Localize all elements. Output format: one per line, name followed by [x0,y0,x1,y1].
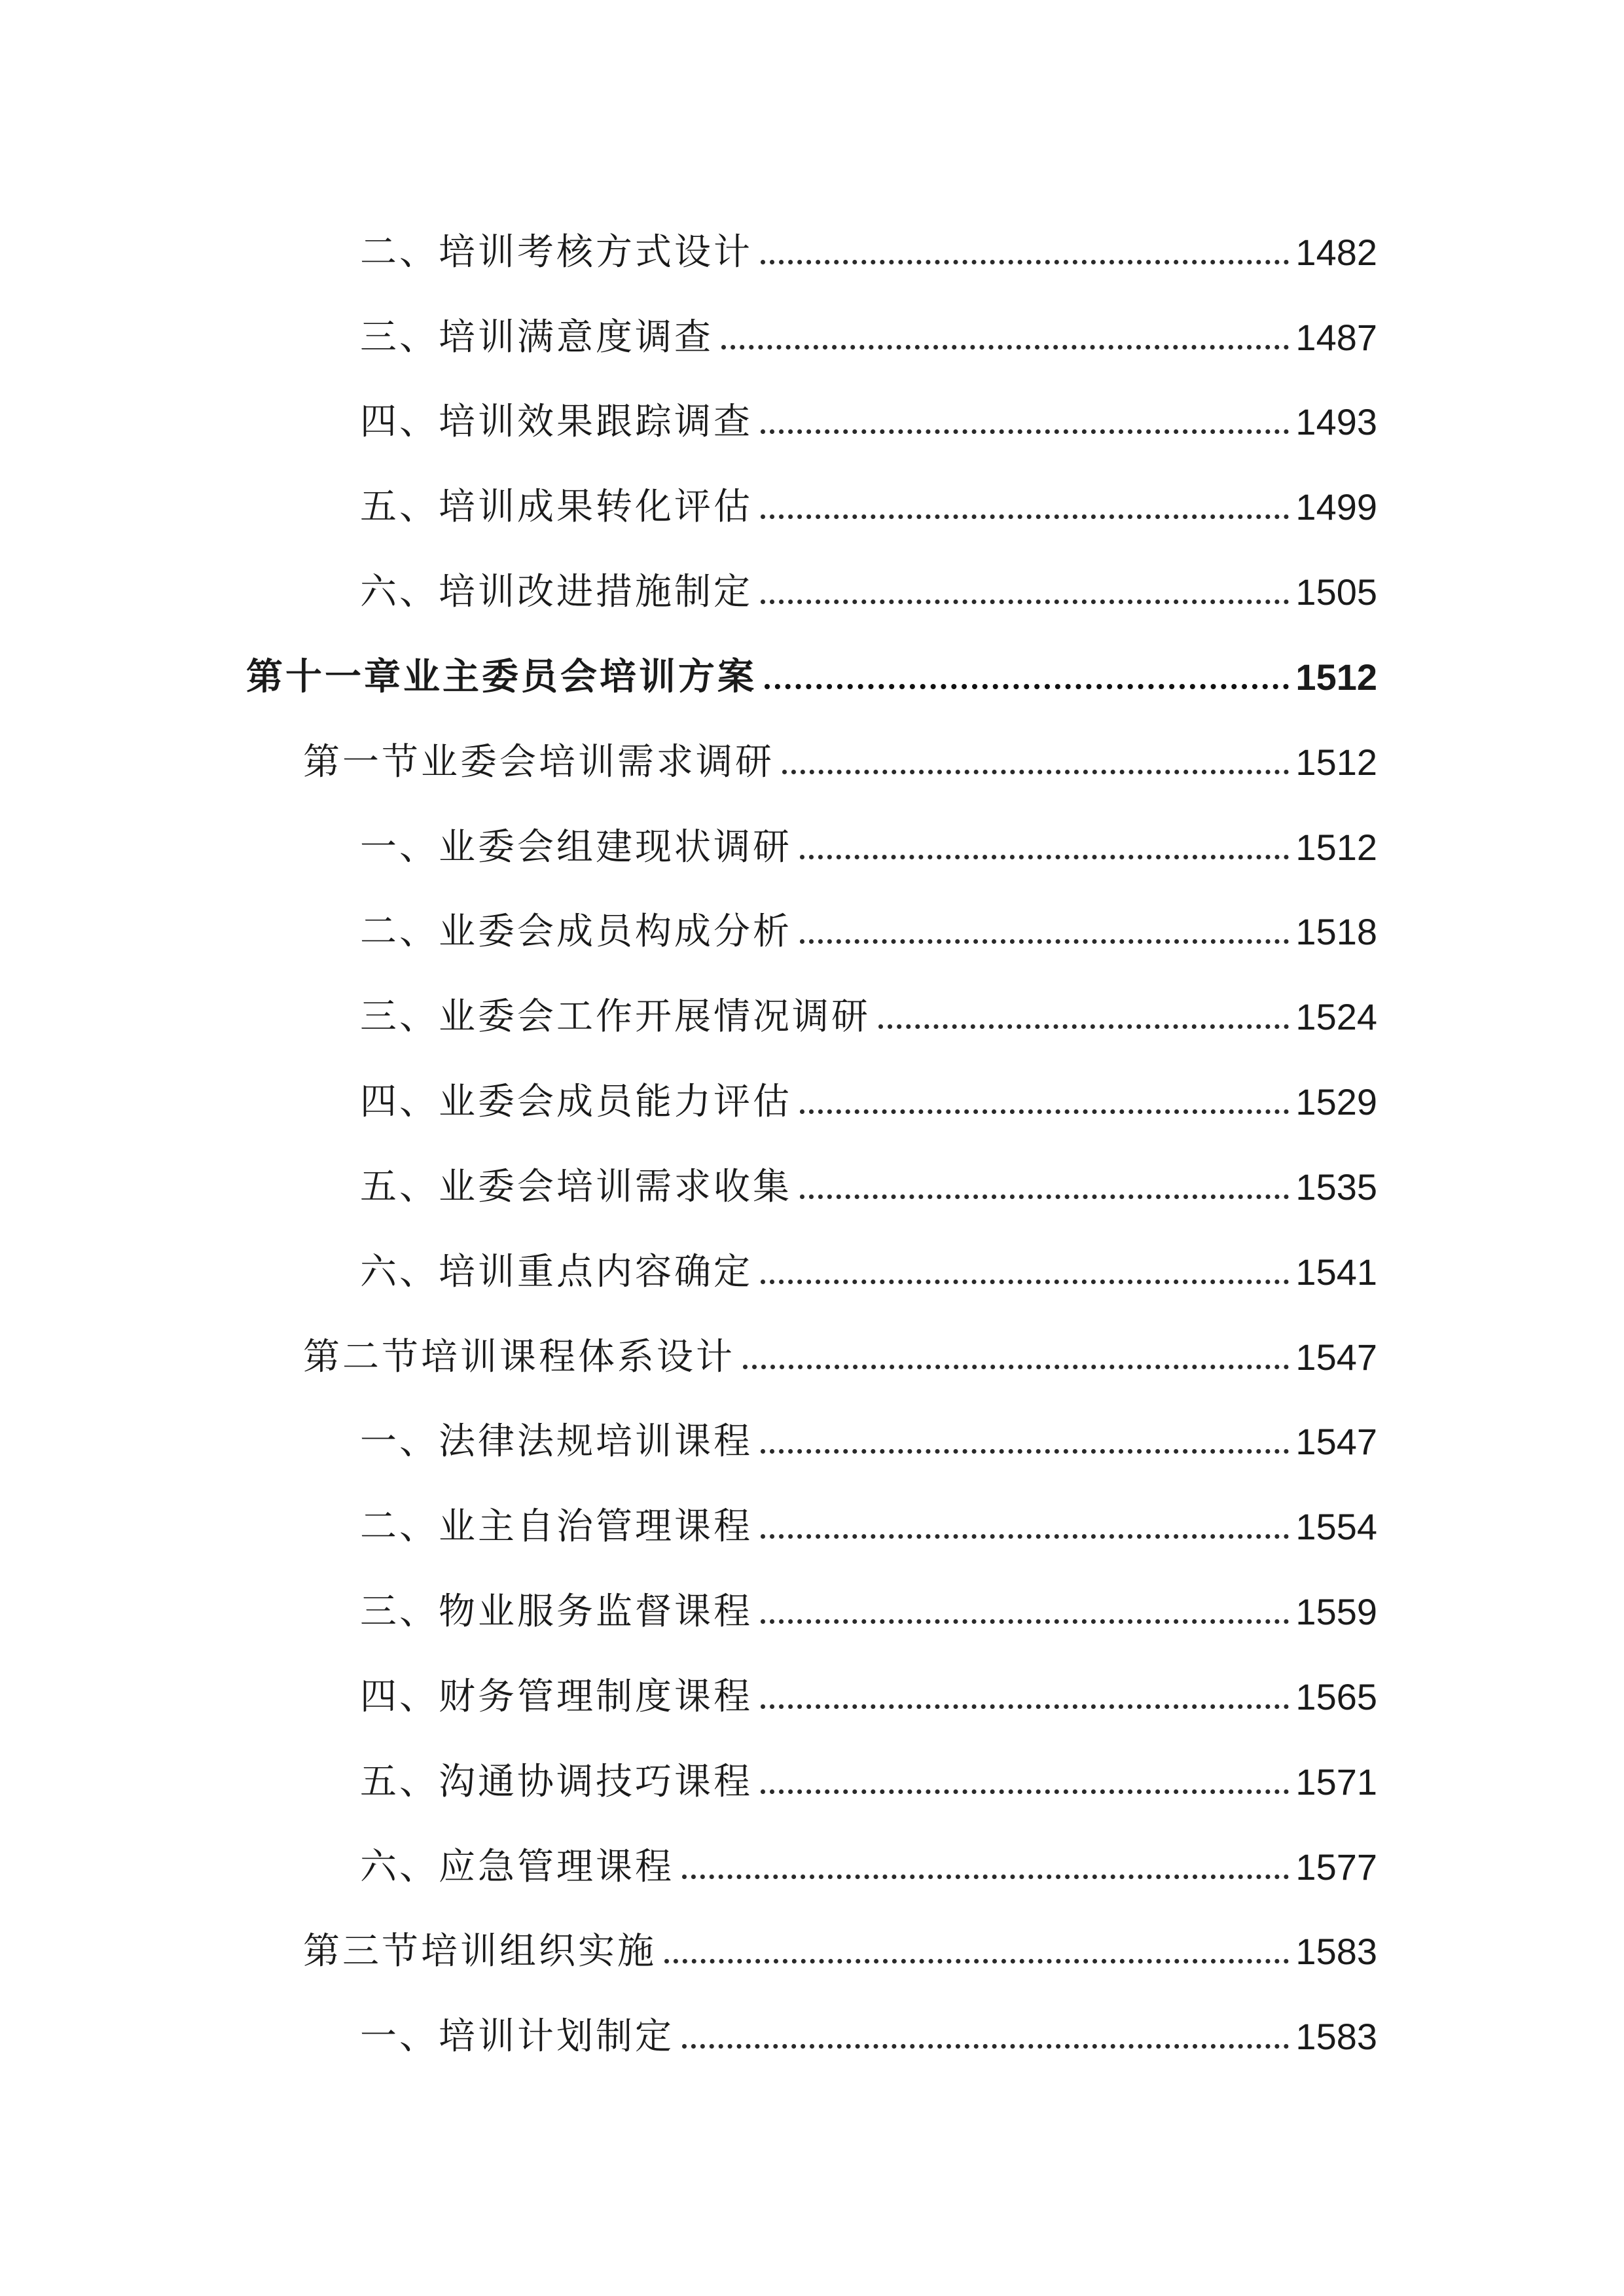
toc-entry[interactable] [360,1992,1377,2058]
toc-section-entry[interactable] [303,1313,1377,1376]
toc-entry-page: 1505 [1295,571,1377,613]
toc-entry-page: 1577 [1295,1846,1377,1888]
toc-entry[interactable] [360,888,1377,953]
toc-section-entry[interactable] [303,1907,1377,1973]
dot-leader [682,2044,1289,2049]
toc-entry-page: 1512 [1295,827,1377,868]
toc-entry-title: 第三节培训组织实施 [303,1930,657,1973]
dot-leader [664,1959,1289,1964]
dot-leader [682,1874,1289,1879]
toc-entry-page: 1565 [1295,1676,1377,1717]
toc-entry[interactable] [360,463,1377,526]
toc-entry[interactable] [360,1058,1377,1121]
toc-entry-title: 第二节培训课程体系设计 [303,1336,735,1378]
dot-leader [721,345,1289,350]
toc-entry-page: 1571 [1295,1761,1377,1803]
toc-entry[interactable] [360,208,1377,274]
toc-section-entry[interactable] [303,718,1377,781]
dot-leader [782,770,1289,774]
toc-entry[interactable] [360,1738,1377,1801]
toc-entry-title: 二、业主自治管理课程 [360,1505,753,1548]
toc-entry-page: 1524 [1295,996,1377,1037]
toc-entry[interactable] [360,1143,1377,1206]
toc-entry[interactable] [360,1397,1377,1463]
toc-entry-page: 1583 [1295,2016,1377,2057]
toc-entry-page: 1583 [1295,1931,1377,1972]
toc-entry-title: 五、培训成果转化评估 [360,486,753,528]
dot-leader [761,514,1289,519]
toc-entry[interactable] [360,803,1377,869]
toc-entry-title: 二、业委会成员构成分析 [360,910,792,953]
toc-entry-page: 1482 [1295,232,1377,273]
toc-entry-page: 1535 [1295,1166,1377,1208]
dot-leader [761,260,1289,264]
dot-leader [800,855,1289,859]
toc-entry-page: 1529 [1295,1081,1377,1122]
dot-leader [800,1109,1289,1114]
dot-leader [761,600,1289,604]
toc-entry-title: 六、培训改进措施制定 [360,571,753,613]
toc-entry-page: 1493 [1295,401,1377,442]
toc-entry-page: 1541 [1295,1251,1377,1293]
toc-entry[interactable] [360,1653,1377,1718]
toc-entry-title: 六、应急管理课程 [360,1846,674,1888]
dot-leader [761,1280,1289,1284]
toc-entry-page: 1487 [1295,317,1377,358]
toc-entry[interactable] [360,1482,1377,1548]
toc-entry[interactable] [360,1228,1377,1291]
toc-entry-page: 1499 [1295,486,1377,528]
toc-entry-page: 1512 [1295,742,1377,783]
dot-leader [765,684,1289,689]
toc-entry[interactable] [360,973,1377,1038]
dot-leader [761,1704,1289,1709]
toc-entry-title: 四、业委会成员能力评估 [360,1081,792,1123]
toc-entry-page: 1512 [1295,656,1377,698]
toc-entry-title: 四、培训效果跟踪调查 [360,401,753,443]
toc-entry-title: 二、培训考核方式设计 [360,231,753,274]
toc-entry[interactable] [360,1568,1377,1633]
dot-leader [800,939,1289,944]
dot-leader [878,1024,1289,1029]
toc-entry-title: 第十一章业主委员会培训方案 [246,656,757,698]
toc-entry-title: 五、沟通协调技巧课程 [360,1761,753,1803]
toc-entry-page: 1554 [1295,1506,1377,1547]
dot-leader [761,1449,1289,1454]
toc-entry-page: 1547 [1295,1336,1377,1378]
toc-entry-title: 六、培训重点内容确定 [360,1251,753,1293]
toc-entry-title: 第一节业委会培训需求调研 [303,741,774,783]
dot-leader [743,1365,1289,1369]
toc-entry[interactable] [360,1823,1377,1886]
toc-entry[interactable] [360,548,1377,611]
toc-entry-title: 一、培训计划制定 [360,2015,674,2058]
toc-entry-page: 1547 [1295,1421,1377,1462]
dot-leader [761,1534,1289,1539]
toc-entry-page: 1518 [1295,911,1377,952]
dot-leader [761,1789,1289,1794]
dot-leader [761,429,1289,434]
toc-entry-title: 四、财务管理制度课程 [360,1676,753,1718]
toc-entry-title: 三、培训满意度调查 [360,316,713,359]
toc-chapter-entry[interactable] [246,633,1377,696]
toc-entry-page: 1559 [1295,1591,1377,1632]
toc-entry-title: 一、业委会组建现状调研 [360,826,792,869]
toc-entry-title: 一、法律法规培训课程 [360,1420,753,1463]
toc-entry-title: 三、物业服务监督课程 [360,1590,753,1633]
toc-entry[interactable] [360,293,1377,359]
dot-leader [761,1619,1289,1624]
toc-entry-title: 五、业委会培训需求收集 [360,1166,792,1208]
dot-leader [800,1194,1289,1199]
toc-entry-title: 三、业委会工作开展情况调研 [360,996,871,1038]
toc-entry[interactable] [360,378,1377,443]
